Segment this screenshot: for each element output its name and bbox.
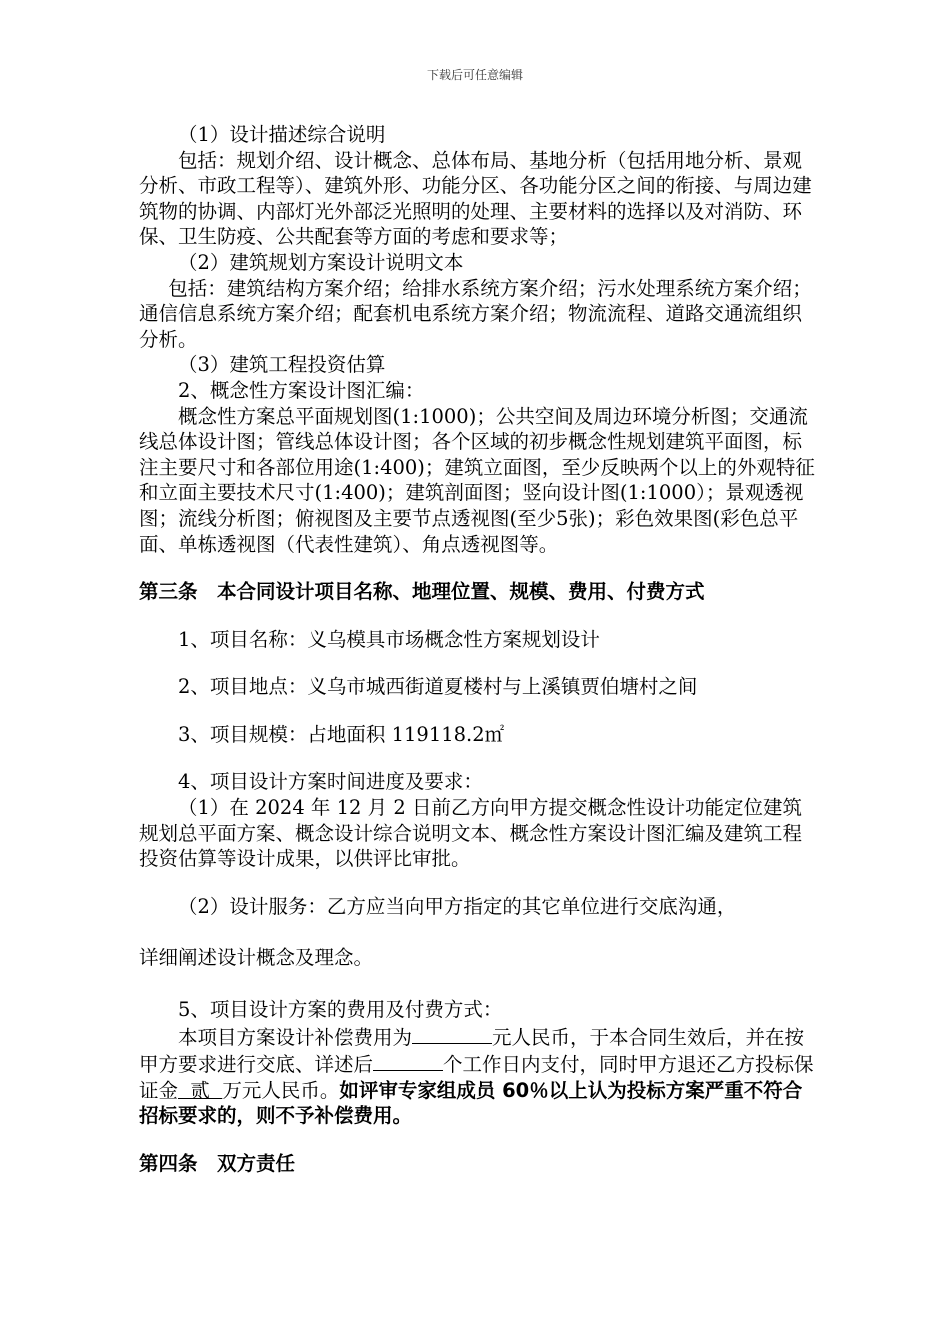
fee-title: 5、项目设计方案的费用及付费方式： — [178, 998, 503, 1022]
fee-paragraph — [139, 1023, 815, 1129]
fee-text-2: 元人民币，于本合同生效后，并在按甲方要求进行交底、详述后 — [139, 1025, 805, 1077]
item1-body: 包括：规划介绍、设计概念、总体布局、基地分析（包括用地分析、景观分析、市政工程等）、建筑外形、功能分区、各功能分区之间的衔接、与周边建筑物的协调、内部灯光外部泛光照明的处理、主要材料的选择以及对消防、环保、卫生防疫、公共配套等方面的考虑和要求等； — [139, 148, 812, 249]
schedule-item2-cont: 详细阐述设计概念及理念。 — [139, 946, 374, 970]
item1-title: （1）设计描述综合说明 — [178, 123, 386, 146]
schedule-title: 4、项目设计方案时间进度及要求： — [178, 770, 483, 794]
document-body — [139, 122, 815, 1177]
article3-heading: 第三条 本合同设计项目名称、地理位置、规模、费用、付费方式 — [139, 580, 705, 604]
deposit-amount: 贰 — [178, 1078, 223, 1102]
schedule-item1: （1）在 2024 年 12 月 2 日前乙方向甲方提交概念性设计功能定位建筑规划总平面方案、概念设计综合说明文本、概念性方案设计图汇编及建筑工程投资估算等设计成果，以供评比审批。 — [139, 796, 803, 871]
schedule-item2: （2）设计服务：乙方应当向甲方指定的其它单位进行交底沟通， — [178, 894, 737, 918]
project-location: 2、项目地点：义乌市城西街道夏楼村与上溪镇贾伯塘村之间 — [178, 675, 698, 699]
item2-title: （2）建筑规划方案设计说明文本 — [178, 250, 464, 274]
fee-text-1: 本项目方案设计补偿费用为 — [178, 1025, 413, 1049]
header-note: 下载后可任意编辑 — [426, 68, 523, 82]
fee-amount-blank — [412, 1023, 492, 1044]
fee-text-4: 万元人民币。 — [222, 1078, 340, 1102]
fee-bold-clause: 如评审专家组成员 60％以上认为投标方案严重不符合招标要求的，则不予补偿费用。 — [139, 1078, 803, 1128]
fee-text-3: 个工作日内支付，同时甲方退还乙方投标保证金 — [139, 1053, 814, 1102]
payment-days-blank — [373, 1050, 443, 1071]
project-name: 1、项目名称：义乌模具市场概念性方案规划设计 — [178, 627, 600, 651]
item2-body: 包括：建筑结构方案介绍；给排水系统方案介绍；污水处理系统方案介绍；通信信息系统方案介绍；配套机电系统方案介绍；物流流程、道路交通流组织分析。 — [139, 276, 812, 351]
article4-heading: 第四条 双方责任 — [139, 1152, 296, 1175]
part2-body: 概念性方案总平面规划图(1:1000)；公共空间及周边环境分析图；交通流线总体设计图；管线总体设计图；各个区域的初步概念性规划建筑平面图，标注主要尺寸和各部位用途(1:400)；建筑立面图，至少反映两个以上的外观特征和立面主要技术尺寸(1:400)；建筑剖面图；竖向设计图(1:1000）；景观透视图；流线分析图；俯视图及主要节点透视图(至少5张)；彩色效果图(彩色总平面、单栋透视图（代表性建筑）、角点透视图等。 — [139, 404, 815, 556]
part2-title: 2、概念性方案设计图汇编： — [178, 378, 425, 402]
project-scale: 3、项目规模：占地面积 119118.2㎡ — [178, 722, 505, 746]
item3-title: （3）建筑工程投资估算 — [178, 353, 386, 377]
